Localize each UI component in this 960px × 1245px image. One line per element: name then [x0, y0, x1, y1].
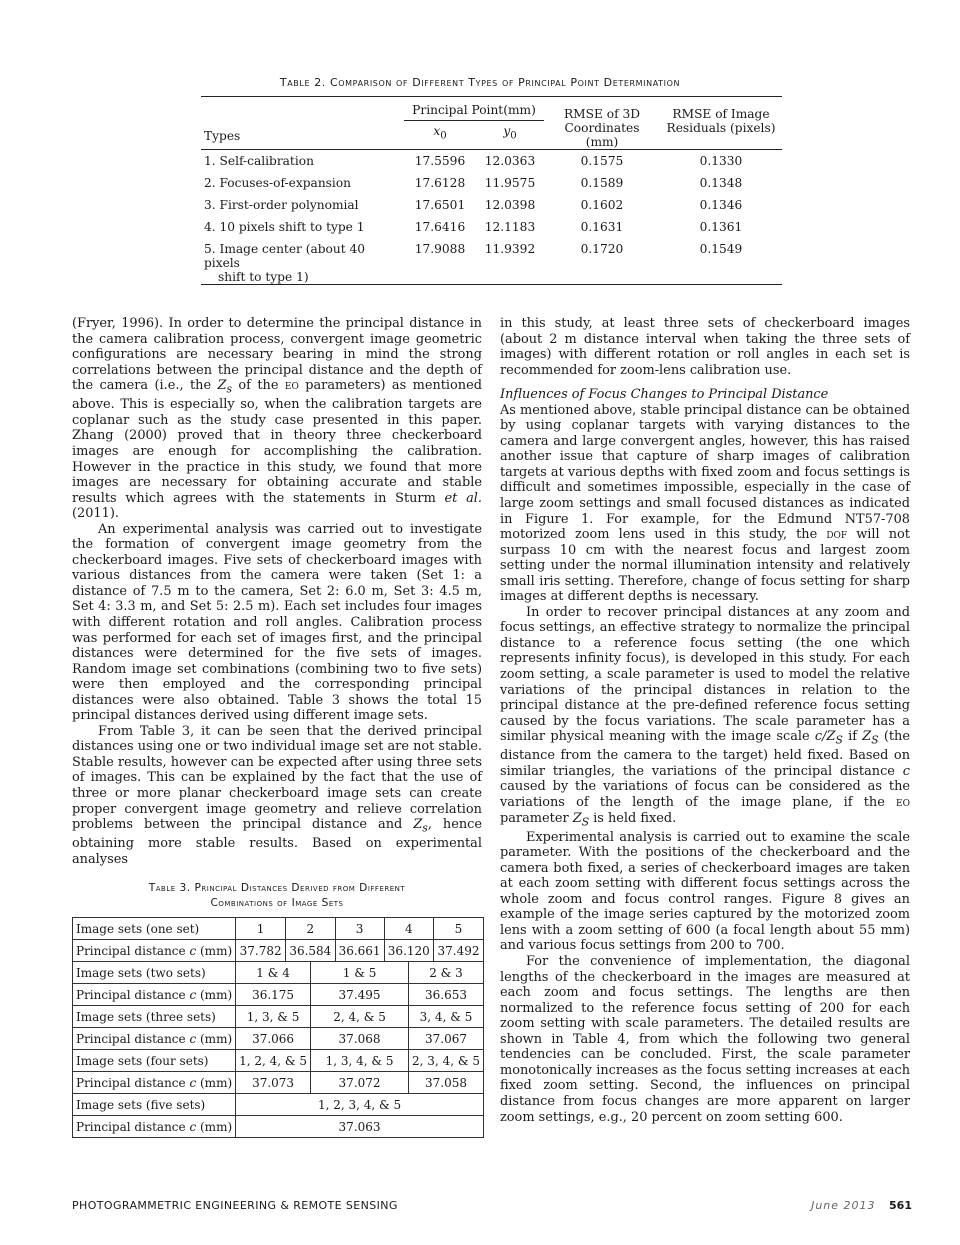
table-row: Image sets (five sets) 1, 2, 3, 4, & 5 — [73, 1094, 484, 1116]
table3 — [72, 917, 484, 1138]
page-footer-right — [811, 1199, 912, 1212]
table3-caption: Table 3. Principal Distances Derived from Different Combinations of Image Sets — [148, 882, 406, 909]
table-row: Principal distance c (mm) 37.073 37.072 37.058 — [73, 1072, 484, 1094]
paragraph: An experimental analysis was carried out to investigate the formation of convergent image geometry from the checkerboard images. Five sets of checkerboard images with various distances from the camera were taken (Set 1: a distance of 7.5 m to the camera, Set 2: 6.0 m, Set 3: 4.5 m, Set 4: 3.3 m, and Set 5: 2.5 m). Each set includes four images with different rotation and roll angles. Calibration process was performed for each set of images first, and the principal distances were determined for the five sets of images. Random image set combinations (combining two to five sets) were then employed and the corresponding principal distances were also obtained. Table 3 shows the total 15 principal distances derived using different image sets. — [72, 521, 482, 724]
table-row: Principal distance c (mm) 36.175 37.495 36.653 — [73, 984, 484, 1006]
table-row: Image sets (one set) 1 2 3 4 5 — [73, 918, 484, 940]
table2-caption: Table 2. Comparison of Different Types of Principal Point Determination — [279, 76, 681, 89]
left-column — [72, 316, 482, 867]
table2-header-principal-point: Principal Point(mm) — [404, 97, 544, 121]
paragraph: (Fryer, 1996). In order to determine the principal distance in the camera calibration process, convergent image geometric configurations are necessary bearing in mind the strong correlations between the principal distance and the depth of the camera (i.e., the $Z_s$ of the eo parameters) as mentioned above. This is especially so, when the calibration targets are coplanar such as the study case presented in this paper. Zhang (2000) proved that in theory three checkerboard images are enough for accomplishing the calibration. However in the practice in this study, we found that more images are necessary for obtaining accurate and stable results which agrees with the statements in Sturm et al. (2011). — [72, 316, 482, 522]
paragraph: in this study, at least three sets of checkerboard images (about 2 m distance interval when taking the three sets of images) with different rotation or roll angles in each set is recommended for zoom-lens calibration use. — [500, 316, 910, 378]
journal-name: PHOTOGRAMMETRIC ENGINEERING & REMOTE SENSING — [72, 1199, 398, 1212]
section-heading: Influences of Focus Changes to Principal Distance — [500, 387, 829, 403]
table2-header-rmse3d: RMSE of 3D Coordinates (mm) — [563, 107, 641, 149]
table-row: 3. First-order polynomial 17.6501 12.0398 0.1602 0.1346 — [204, 198, 743, 213]
table-row: 5. Image center (about 40 pixels shift to type 1) 17.9088 11.9392 0.1720 0.1549 — [204, 242, 743, 285]
paragraph: In order to recover principal distances at any zoom and focus settings, an effective strategy to normalize the principal distance to a reference focus setting (the one which represents infinity focus), is developed in this study. For each zoom setting, a scale parameter is used to model the relative variations of the principal distances in relation to the principal distance at the pre-defined reference focus setting caused by the focus variations. The scale parameter has a similar physical meaning with the image scale $c/Z_S$ if $Z_S$ (the distance from the camera to the target) held fixed. Based on similar triangles, the variations of the principal distance c caused by the variations of focus can be considered as the variations of the length of the image plane, if the eo parameter $Z_S$ is held fixed. — [500, 604, 910, 829]
table-row: Principal distance c (mm) 37.063 — [73, 1116, 484, 1138]
table-row: Image sets (two sets) 1 & 4 1 & 5 2 & 3 — [73, 962, 484, 984]
table2 — [201, 96, 782, 285]
paragraph: For the convenience of implementation, the diagonal lengths of the checkerboard in the images are measured at each zoom and focus settings. The lengths are then normalized to the reference focus setting of 200 for each zoom setting with scale parameters. The detailed results are shown in Table 4, from which the following two general tendencies can be concluded. First, the scale parameter monotonically increases as the focus setting increases at each fixed zoom setting. Second, the influences on principal distance from focus changes are more apparent on larger zoom settings, e.g., 20 percent on zoom setting 600. — [500, 954, 910, 1125]
table2-header-row — [201, 97, 782, 121]
table2-header-rmseimg: RMSE of Image Residuals (pixels) — [666, 107, 776, 135]
table-row: Image sets (four sets) 1, 2, 4, & 5 1, 3, 4, & 5 2, 3, 4, & 5 — [73, 1050, 484, 1072]
table2-header-y0: $y_0$ — [503, 124, 517, 142]
table-row: Principal distance c (mm) 37.782 36.584 36.661 36.120 37.492 — [73, 940, 484, 962]
table-row: 4. 10 pixels shift to type 1 17.6416 12.1183 0.1631 0.1361 — [204, 220, 743, 235]
table-row: Image sets (three sets) 1, 3, & 5 2, 4, & 5 3, 4, & 5 — [73, 1006, 484, 1028]
paragraph: From Table 3, it can be seen that the derived principal distances using one or two individual image set are not stable. Stable results, however can be expected after using three sets of images. This can be explained by the fact that the use of three or more planar checkerboard image sets can create proper convergent image geometry and relieve correlation problems between the principal distance and $Z_s$, hence obtaining more stable results. Based on experimental analyses — [72, 723, 482, 867]
page-number: 561 — [889, 1199, 912, 1212]
right-column — [500, 316, 910, 1125]
table-row: 2. Focuses-of-expansion 17.6128 11.9575 0.1589 0.1348 — [204, 176, 743, 191]
table-row: 1. Self-calibration 17.5596 12.0363 0.1575 0.1330 — [204, 154, 743, 169]
issue-date: June 2013 — [811, 1199, 876, 1212]
table-row: Principal distance c (mm) 37.066 37.068 37.067 — [73, 1028, 484, 1050]
paragraph: Experimental analysis is carried out to examine the scale parameter. With the positions of the checkerboard and the camera both fixed, a series of checkerboard images are taken at each zoom setting with different focus settings across the whole zoom and focus control ranges. Figure 8 gives an example of the image series captured by the motorized zoom lens with a zoom setting of 600 (a focal length about 55 mm) and various focus settings from 200 to 700. — [500, 829, 910, 954]
paragraph: As mentioned above, stable principal distance can be obtained by using coplanar targets with varying distances to the camera and large convergent angles, however, this has raised another issue that capture of sharp images of calibration targets at various depths with fixed zoom and focus settings is difficult and sometimes impossible, especially in the case of large zoom settings and small focused distances as indicated in Figure 1. For example, for the Edmund NT57-708 motorized zoom lens used in this study, the dof will not surpass 10 cm with the nearest focus and largest zoom setting under the normal illumination intensity and relatively small iris setting. Therefore, change of focus setting for sharp images at different depths is necessary. — [500, 402, 910, 605]
table2-header-x0: $x_0$ — [433, 124, 447, 142]
table2-header-types: Types — [204, 129, 241, 144]
